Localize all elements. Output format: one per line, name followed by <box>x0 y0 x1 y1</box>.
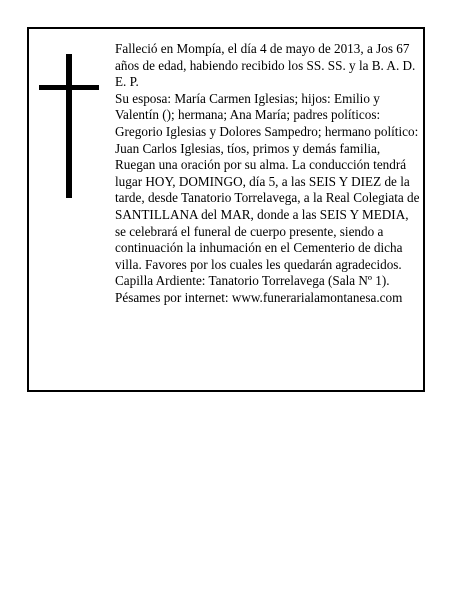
cross-vertical-bar <box>66 54 72 198</box>
latin-cross-icon <box>39 54 99 198</box>
condolences-line: Pésames por internet: www.funerarialamontanesa.com <box>115 289 403 305</box>
family-list: Su esposa: María Carmen Iglesias; hijos: Emilio y Valentín (); hermana; Ana María; padres políticos: Gregorio Iglesias y Dolores Sampedro; hermano político: Juan Carlos Iglesias, tíos, primos y demás familia, <box>115 90 419 156</box>
death-announcement: Falleció en Mompía, el día 4 de mayo de 2013, a Jos 67 años de edad, habiendo recibido los SS. SS. y la B. A. D. E. P. <box>115 41 416 90</box>
obituary-notice <box>27 27 425 392</box>
cross-horizontal-bar <box>39 85 99 90</box>
notice-text <box>115 41 421 307</box>
ceremony-details: Ruegan una oración por su alma. La conducción tendrá lugar HOY, DOMINGO, día 5, a las SEIS Y DIEZ de la tarde, desde Tanatorio Torrelavega, a la Real Colegiata de SANTILLANA del MAR, donde a las SEIS Y MEDIA, se celebrará el funeral de cuerpo presente, siendo a continuación la inhumación en el Cementerio de dicha villa. Favores por los cuales les quedarán agradecidos. Capilla Ardiente: Tanatorio Torrelavega (Sala Nº 1). <box>115 157 420 289</box>
